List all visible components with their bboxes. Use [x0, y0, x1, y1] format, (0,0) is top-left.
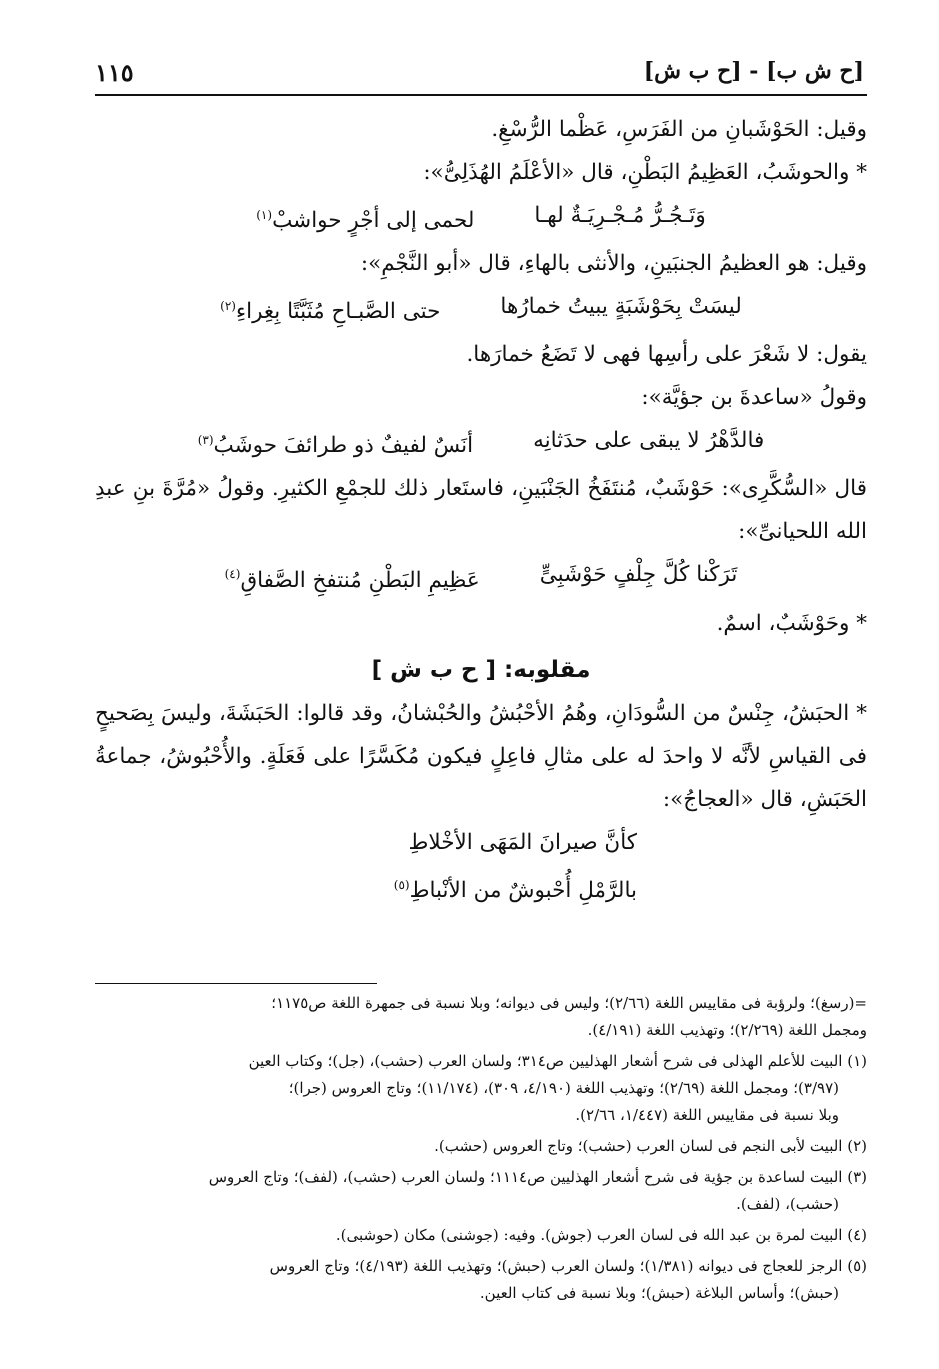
- text-line: وقولُ «ساعدةَ بن جؤيَّة»:: [641, 385, 867, 411]
- hemistich-text: أنَسٌ لفيفٌ ذو طرائفَ حوشَبُ: [213, 433, 474, 459]
- hemistich-first: تَرَكْنا كُلَّ جِلْفٍ حَوْشَبِىٍّ: [539, 562, 738, 588]
- hemistich-text: حتى الصَّبـاحِ مُثَبَّتًا بِغِراءِ: [235, 299, 441, 325]
- footnote-text: (١) البيت للأعلم الهذلى فى شرح أشعار الهذليين ص٣١٤؛ ولسان العرب (حشب)، (جل)؛ وكتاب العين: [248, 1052, 867, 1070]
- footnote-text: (٣) البيت لساعدة بن جؤية فى شرح أشعار الهذليين ص١١١٤؛ ولسان العرب (حشب)، (لفف)؛ وتاج العروس: [208, 1168, 867, 1186]
- footnote-text: (٥) الرجز للعجاج فى ديوانه (١/٣٨١)؛ ولسان العرب (حبش)؛ وتهذيب اللغة (٤/١٩٣)؛ وتاج العروس: [269, 1257, 867, 1275]
- section-subheading: مقلوبه: [ ح ب ش ]: [371, 656, 591, 683]
- footnote-rule: [95, 983, 377, 984]
- text-line: وقيل: الحَوْشَبانِ من الفَرَسِ، عَظْما الرُّسْغِ.: [491, 117, 867, 142]
- footnote-text: =(رسغ)؛ ولرؤبة فى مقاييس اللغة (٢/٦٦)؛ وليس فى ديوانه؛ وبلا نسبة فى جمهرة اللغة ص١١٧٥؛: [271, 994, 867, 1012]
- entry-line: * وحَوْشَبٌ، اسمٌ.: [716, 610, 867, 636]
- footnote-marker: (٤): [224, 567, 241, 582]
- hemistich-text: لحمى إلى أجْرٍ حواشبْ: [272, 208, 475, 234]
- rajaz-line: [95, 864, 867, 912]
- footnote-marker: (١): [256, 208, 273, 222]
- verse-line: [95, 194, 867, 242]
- text-line: وقيل: هو العظيمُ الجنبَينِ، والأنثى بالهاءِ، قال «أبو النَّجْمِ»:: [360, 251, 867, 277]
- footnote-2: [95, 1133, 867, 1160]
- footnote-text: (٣/٩٧)؛ ومجمل اللغة (٢/٦٩)؛ وتهذيب اللغة (٤/١٩٠، ٣٠٩)، (١١/١٧٤)؛ وتاج العروس (جرا)؛: [288, 1079, 839, 1097]
- text-line: يقول: لا شَعْرَ على رأسِها فهى لا تَضَعُ خمارَها.: [466, 342, 867, 368]
- header-rule: [95, 94, 867, 96]
- footnotes: [95, 990, 867, 1311]
- footnote-marker: (٣): [197, 433, 214, 448]
- footnote-text: وبلا نسبة فى مقاييس اللغة (١/٤٤٧، ٢/٦٦).: [575, 1106, 839, 1124]
- text-paragraph: قال «السُّكَّرِى»: حَوْشَبٌ، مُنتَفَخُ الجَنْبَينِ، فاستَعار ذلك للجمْعِ الكثيرِ. وقولُ «مُرَّةَ بنِ عبدِ الله اللحيانىِّ»:: [95, 476, 867, 545]
- hemistich-second: [256, 194, 474, 242]
- text-paragraph: * الحبَشُ، جِنْسٌ من السُّودَانِ، وهُمُ الأحْبُشُ والحُبْشانُ، وقد قالوا: الحَبَشَةَ، وليسَ بِصَحيحٍ فى القياسِ لأنَّه لا واحدَ له على مثالِ فاعِلٍ فيكون مُكَسَّرًا على فَعَلَةٍ. والأُحْبُوشُ، جماعةُ الحَبَشِ، قال «العجاجُ»:: [95, 700, 867, 812]
- hemistich-first: ليسَتْ بِحَوْشَبَةٍ يبيتُ خمارُها: [500, 294, 742, 320]
- hemistich-second: [225, 553, 480, 601]
- running-header-reference: [ح ش ب] - [ح ب ش]: [643, 58, 864, 84]
- footnote-continuation: [95, 990, 867, 1044]
- footnote-3: [95, 1164, 867, 1218]
- main-text: [95, 108, 867, 912]
- hemistich-second: [198, 419, 473, 467]
- footnote-text: (حشب)، (لفف).: [736, 1195, 839, 1213]
- footnote-text: (حبش)؛ وأساس البلاغة (حبش)؛ وبلا نسبة فى كتاب العين.: [479, 1284, 839, 1302]
- hemistich-first: فالدَّهْرُ لا يبقى على حدَثانِه: [533, 428, 765, 454]
- footnote-text: (٤) البيت لمرة بن عبد الله فى لسان العرب (جوش). وفيه: (جوشنى) مكان (حوشبى).: [335, 1226, 867, 1244]
- footnote-5: [95, 1253, 867, 1307]
- rajaz-text: بالرَّمْلِ أُحْبوشٌ من الأنْباطِ: [409, 877, 637, 903]
- footnote-4: [95, 1222, 867, 1249]
- footnote-1: [95, 1048, 867, 1129]
- footnote-text: (٢) البيت لأبى النجم فى لسان العرب (حشب)؛ وتاج العروس (حشب).: [434, 1137, 867, 1155]
- verse-line: [95, 553, 867, 601]
- verse-line: [95, 285, 867, 333]
- footnote-text: ومجمل اللغة (٢/٢٦٩)؛ وتهذيب اللغة (٤/١٩١).: [587, 1021, 867, 1039]
- hemistich-text: عَظِيمِ البَطْنِ مُنتفخِ الصَّفاقِ: [240, 567, 480, 593]
- hemistich-second: [220, 285, 440, 333]
- page-number: ١١٥: [95, 58, 134, 87]
- entry-line: * والحوشَبُ، العَظِيمُ البَطْنِ، قال «الأعْلَمُ الهُذَلِىُّ»:: [423, 160, 867, 185]
- hemistich-first: وَتَـجُـرُّ مُـجْـرِيَـةٌ لهـا: [534, 203, 706, 228]
- footnote-marker: (٥): [393, 877, 410, 892]
- rajaz-line: كأنَّ صيرانَ المَهَى الأخْلاطِ: [408, 829, 637, 855]
- verse-line: [95, 419, 867, 467]
- footnote-marker: (٢): [220, 299, 236, 314]
